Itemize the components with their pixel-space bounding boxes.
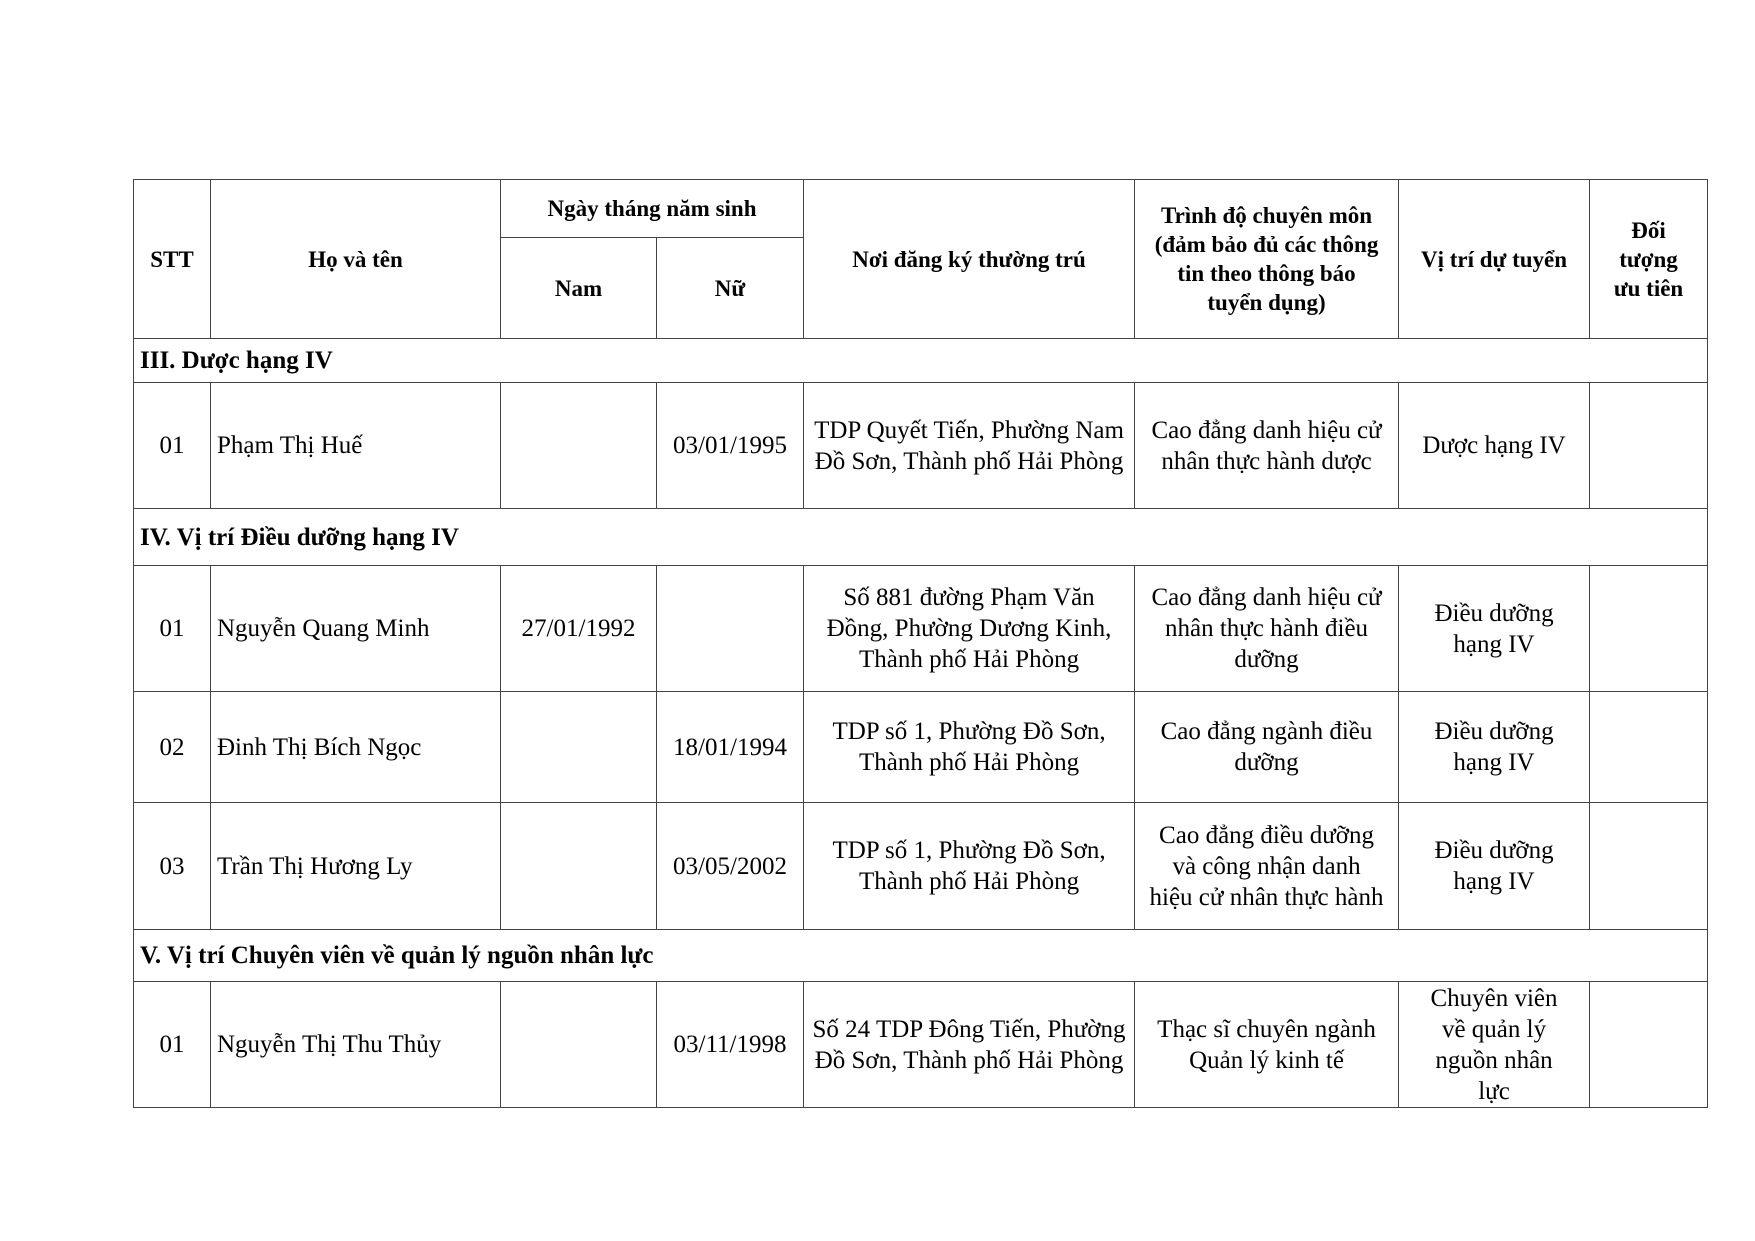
- table-row: [134, 982, 1708, 1108]
- cell-dob-female: 03/05/2002: [657, 803, 804, 930]
- header-dob: Ngày tháng năm sinh: [501, 180, 804, 238]
- cell-dob-male: [501, 383, 657, 509]
- cell-priority: [1590, 566, 1708, 692]
- cell-priority: [1590, 982, 1708, 1108]
- cell-dob-male: [501, 692, 657, 803]
- cell-priority: [1590, 803, 1708, 930]
- cell-address: TDP số 1, Phường Đồ Sơn, Thành phố Hải Phòng: [804, 803, 1135, 930]
- cell-name: Phạm Thị Huế: [211, 383, 501, 509]
- cell-stt: 01: [134, 982, 211, 1108]
- header-name: Họ và tên: [211, 180, 501, 339]
- cell-position: Chuyên viên về quản lý nguồn nhân lực: [1399, 982, 1590, 1108]
- cell-name: Nguyễn Thị Thu Thủy: [211, 982, 501, 1108]
- cell-position: Dược hạng IV: [1399, 383, 1590, 509]
- section-row: [134, 930, 1708, 982]
- cell-stt: 01: [134, 383, 211, 509]
- cell-qualification: Cao đẳng điều dưỡng và công nhận danh hiệu cử nhân thực hành: [1135, 803, 1399, 930]
- section-title: III. Dược hạng IV: [134, 339, 1708, 383]
- cell-priority: [1590, 692, 1708, 803]
- cell-dob-male: [501, 982, 657, 1108]
- header-female: Nữ: [657, 238, 804, 339]
- cell-dob-male: [501, 803, 657, 930]
- cell-dob-female: 03/11/1998: [657, 982, 804, 1108]
- cell-position: Điều dưỡng hạng IV: [1399, 803, 1590, 930]
- table-row: [134, 803, 1708, 930]
- cell-priority: [1590, 383, 1708, 509]
- section-row: [134, 509, 1708, 566]
- cell-qualification: Thạc sĩ chuyên ngành Quản lý kinh tế: [1135, 982, 1399, 1108]
- cell-name: Nguyễn Quang Minh: [211, 566, 501, 692]
- cell-dob-female: 03/01/1995: [657, 383, 804, 509]
- cell-stt: 03: [134, 803, 211, 930]
- header-position: Vị trí dự tuyển: [1399, 180, 1590, 339]
- table-row: [134, 692, 1708, 803]
- cell-dob-female: 18/01/1994: [657, 692, 804, 803]
- table-body: [134, 339, 1708, 1108]
- header-address: Nơi đăng ký thường trú: [804, 180, 1135, 339]
- cell-stt: 02: [134, 692, 211, 803]
- cell-qualification: Cao đẳng ngành điều dưỡng: [1135, 692, 1399, 803]
- cell-qualification: Cao đẳng danh hiệu cử nhân thực hành dược: [1135, 383, 1399, 509]
- section-row: [134, 339, 1708, 383]
- cell-name: Đinh Thị Bích Ngọc: [211, 692, 501, 803]
- cell-name: Trần Thị Hương Ly: [211, 803, 501, 930]
- table-header: [134, 180, 1708, 339]
- cell-dob-female: [657, 566, 804, 692]
- candidate-table: [133, 179, 1708, 1108]
- cell-address: TDP Quyết Tiến, Phường Nam Đồ Sơn, Thành phố Hải Phòng: [804, 383, 1135, 509]
- cell-qualification: Cao đẳng danh hiệu cử nhân thực hành điều dưỡng: [1135, 566, 1399, 692]
- cell-address: TDP số 1, Phường Đồ Sơn, Thành phố Hải Phòng: [804, 692, 1135, 803]
- cell-position: Điều dưỡng hạng IV: [1399, 692, 1590, 803]
- section-title: IV. Vị trí Điều dưỡng hạng IV: [134, 509, 1708, 566]
- header-male: Nam: [501, 238, 657, 339]
- section-title: V. Vị trí Chuyên viên về quản lý nguồn nhân lực: [134, 930, 1708, 982]
- cell-position: Điều dưỡng hạng IV: [1399, 566, 1590, 692]
- cell-dob-male: 27/01/1992: [501, 566, 657, 692]
- header-qualification: Trình độ chuyên môn (đảm bảo đủ các thông tin theo thông báo tuyển dụng): [1135, 180, 1399, 339]
- cell-address: Số 24 TDP Đông Tiến, Phường Đồ Sơn, Thành phố Hải Phòng: [804, 982, 1135, 1108]
- header-stt: STT: [134, 180, 211, 339]
- table-row: [134, 383, 1708, 509]
- cell-address: Số 881 đường Phạm Văn Đồng, Phường Dương Kinh, Thành phố Hải Phòng: [804, 566, 1135, 692]
- header-priority: Đối tượng ưu tiên: [1590, 180, 1708, 339]
- table-row: [134, 566, 1708, 692]
- cell-stt: 01: [134, 566, 211, 692]
